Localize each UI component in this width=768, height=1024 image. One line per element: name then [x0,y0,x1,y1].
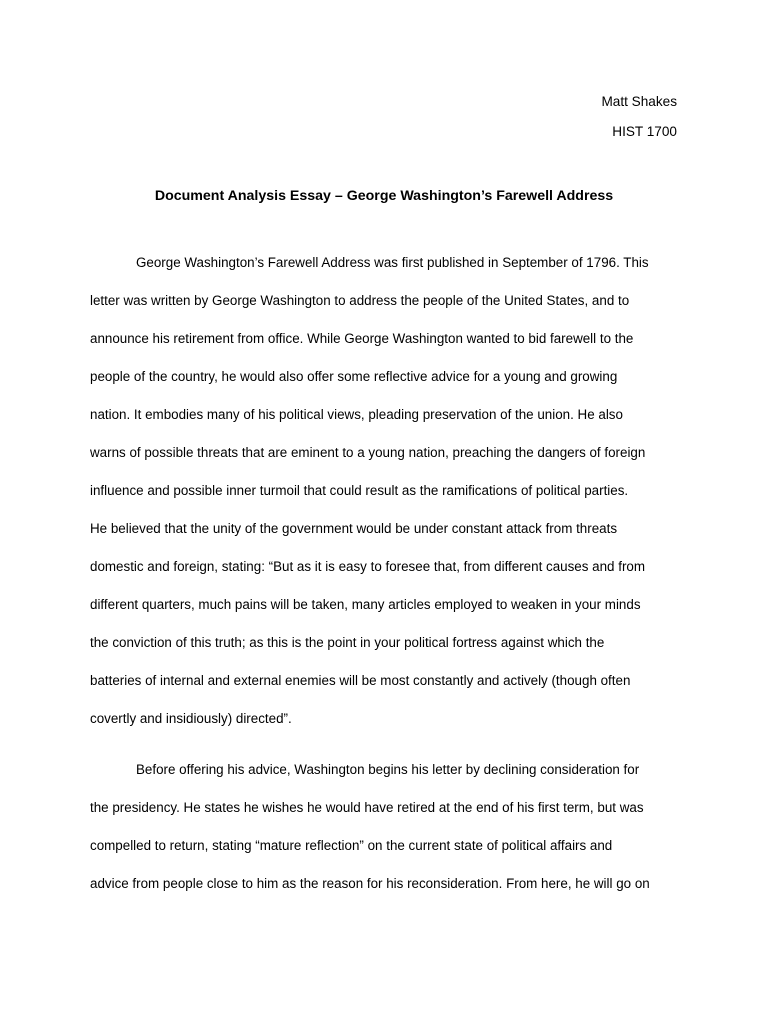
paragraph-line: He believed that the unity of the government would be under constant attack from threats [90,521,618,536]
paragraph-line: announce his retirement from office. While George Washington wanted to bid farewell to the [90,331,634,346]
paragraph-line: advice from people close to him as the reason for his reconsideration. From here, he will go on [90,876,650,891]
paragraph-2 [90,761,678,913]
paragraph-line: domestic and foreign, stating: “But as it is easy to foresee that, from different causes and from [90,559,645,574]
paragraph-line: different quarters, much pains will be taken, many articles employed to weaken in your minds [90,597,641,612]
paragraph-line: Before offering his advice, Washington begins his letter by declining consideration for [136,762,640,777]
paragraph-line: influence and possible inner turmoil that could result as the ramifications of political parties. [90,483,629,498]
paragraph-line: nation. It embodies many of his political views, pleading preservation of the union. He also [90,407,623,422]
paragraph-line: George Washington’s Farewell Address was first published in September of 1796. This [136,255,649,270]
author-name: Matt Shakes [601,94,677,109]
paragraph-line: the conviction of this truth; as this is the point in your political fortress against which the [90,635,605,650]
paragraph-line: compelled to return, stating “mature reflection” on the current state of political affairs and [90,838,613,853]
paragraph-line: the presidency. He states he wishes he would have retired at the end of his first term, but was [90,800,644,815]
course-code: HIST 1700 [612,124,677,139]
paragraph-line: covertly and insidiously) directed”. [90,711,292,726]
paragraph-line: batteries of internal and external enemies will be most constantly and actively (though often [90,673,631,688]
paragraph-line: warns of possible threats that are eminent to a young nation, preaching the dangers of foreign [90,445,646,460]
paragraph-1 [90,254,678,748]
essay-title: Document Analysis Essay – George Washington’s Farewell Address [154,188,614,204]
paragraph-line: letter was written by George Washington to address the people of the United States, and to [90,293,630,308]
paragraph-line: people of the country, he would also offer some reflective advice for a young and growing [90,369,618,384]
